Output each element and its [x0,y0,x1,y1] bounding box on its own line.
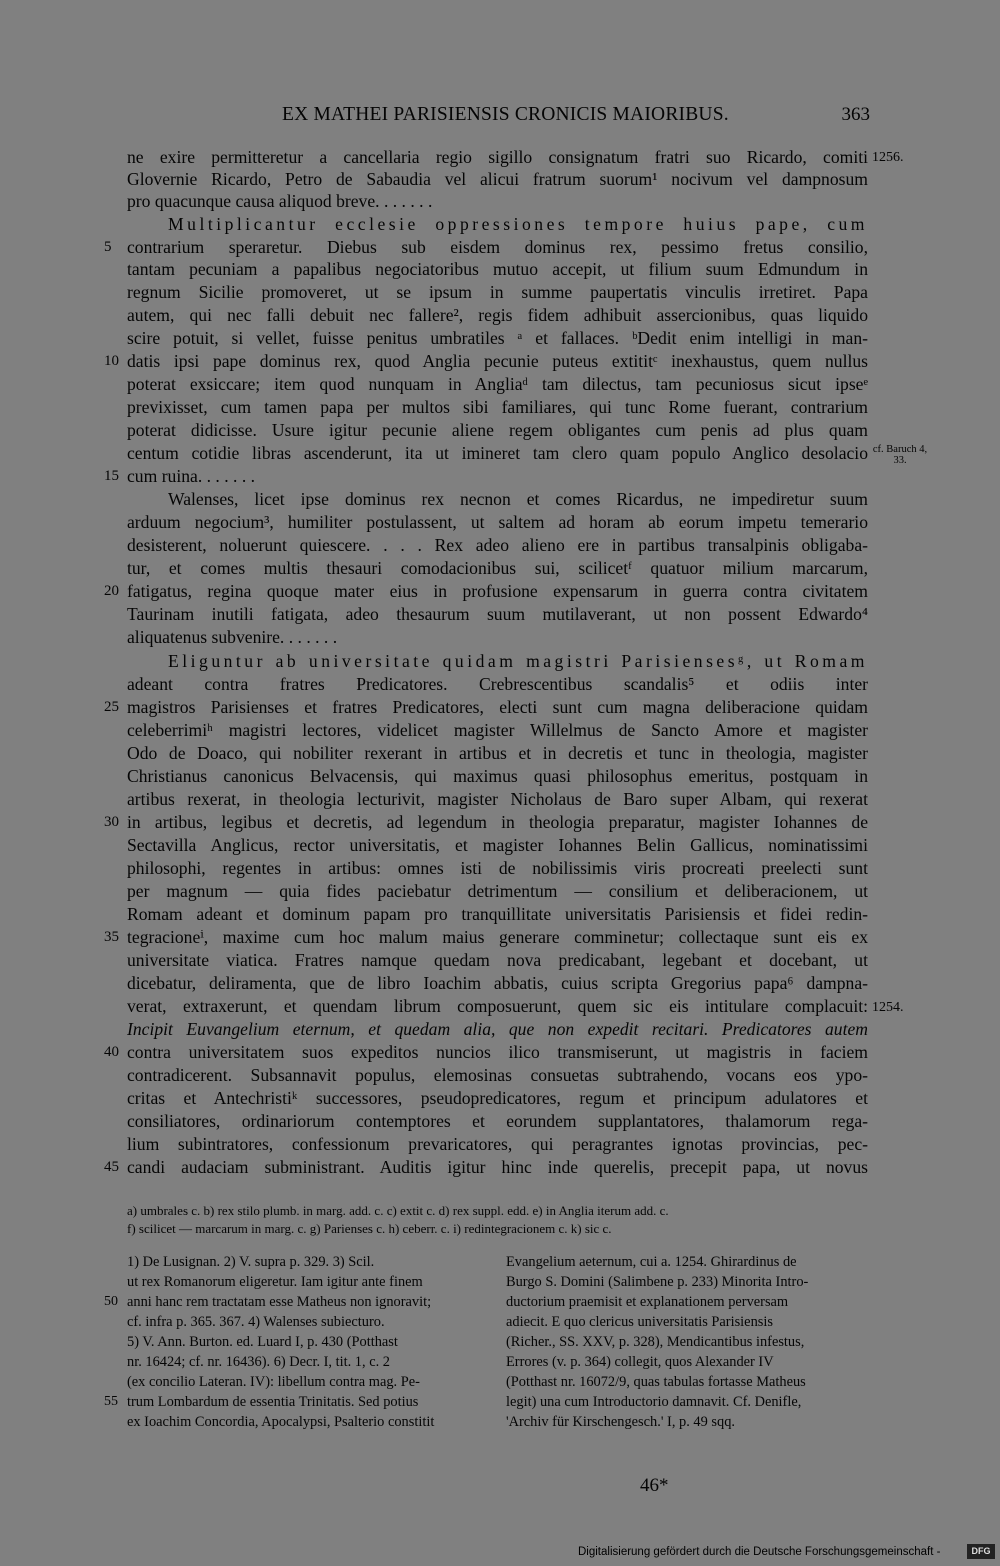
digitization-credit: Digitalisierung gefördert durch die Deutsche Forschungsgemeinschaft - [578,1546,941,1558]
body-line: critas et Antechristiᵏ successores, pseudopredicatores, regum et principum adulatores et [127,1088,868,1108]
line-number: 20 [104,583,119,599]
body-line: tantam pecuniam a papalibus negociatoribus mutuo accepit, ut filium suum Edmundum in [127,259,868,279]
dfg-logo: DFG [967,1544,995,1559]
footnote-line: legit) una cum Introductorio damnavit. Cf. Denifle, [506,1394,802,1410]
footnote-line: adiecit. E quo clericus universitatis Parisiensis [506,1314,773,1330]
body-line: celeberrimiʰ magistri lectores, videlicet magister Willelmus de Sancto Amore et magister [127,720,868,740]
body-line: contra universitatem suos expeditos nuncios ilico transmiserunt, ut magistris in faciem [127,1042,868,1062]
body-line-italic-title: Incipit Euvangelium eternum, et quedam alia, que non expedit recitari. Predicatores autem [127,1019,868,1039]
body-line: pro quacunque causa aliquod breve. . . . . . . [127,191,433,211]
body-line: artibus rexerat, in theologia lecturivit, magister Nicholaus de Baro super Albam, qui rexerat [127,789,868,809]
section-heading: Multiplicantur ecclesie oppressiones tempore huius pape, cum [168,214,868,234]
footnote-line: ut rex Romanorum eligeretur. Iam igitur ante finem [127,1274,423,1290]
body-line: universitate viatica. Fratres namque quedam nova predicabant, legebant et docebant, ut [127,950,868,970]
footnote-line: ex Ioachim Concordia, Apocalypsi, Psalterio constitit [127,1414,435,1430]
body-line: lium subintratores, confessionum prevaricatores, qui peragrantes ignotas provincias, pec- [127,1134,868,1154]
body-line: cum ruina. . . . . . . [127,466,256,486]
footnote-line: (Potthast nr. 16072/9, quas tabulas fortasse Matheus [506,1374,806,1390]
body-line: datis ipsi pape dominus rex, quod Anglia pecunie puteus extititᶜ inexhaustus, quem nullus [127,351,868,371]
line-number: 35 [104,929,119,945]
body-line: in artibus, legibus et decretis, ad legendum in theologia preparatur, magister Iohannes de [127,812,868,832]
footnote-line: (ex concilio Lateran. IV): libellum contra mag. Pe- [127,1374,420,1390]
body-line: magistros Parisienses et fratres Predicatores, electi sunt cum magna deliberacione quidam [127,697,868,717]
body-line: fatigatus, regina quoque mater eius in profusione expensarum in guerra contra civitatem [127,581,868,601]
body-line: Sectavilla Anglicus, rector universitatis, et magister Iohannes Belin Gallicus, nominatissimi [127,835,868,855]
body-line: candi audaciam subministrant. Auditis igitur hinc inde querelis, precepit papa, ut novus [127,1157,868,1177]
footnote-line: 1) De Lusignan. 2) V. supra p. 329. 3) Scil. [127,1254,375,1270]
body-line: tur, et comes multis thesauri comodacionibus sui, scilicetᶠ quatuor milium marcarum, [127,558,868,578]
line-number: 10 [104,353,119,369]
body-line: Walenses, licet ipse dominus rex necnon et comes Ricardus, ne impediretur suum [168,489,868,509]
body-line: adeant contra fratres Predicatores. Crebrescentibus scandalis⁵ et odiis inter [127,674,868,694]
footnote-line: Evangelium aeternum, cui a. 1254. Ghirardinus de [506,1254,797,1270]
footnote-line: Errores (v. p. 364) collegit, quos Alexander IV [506,1354,774,1370]
line-number: 25 [104,699,119,715]
footnote-line: Burgo S. Domini (Salimbene p. 233) Minorita Intro- [506,1274,809,1290]
critical-note-line: f) scilicet — marcarum in marg. c. g) Parienses c. h) ceberr. c. i) redintegracionem c. k) sic c. [127,1221,612,1236]
body-line: Glovernie Ricardo, Petro de Sabaudia vel alicui fratrum suorum¹ nocivum vel dampnosum [127,169,868,189]
body-line: per magnum — quia fides paciebatur detrimentum — consilium et deliberacionem, ut [127,881,868,901]
body-line: philosophi, regentes in artibus: omnes isti de nobilissimis viris procreati preelecti sunt [127,858,868,878]
footnote-line: cf. infra p. 365. 367. 4) Walenses subiecturo. [127,1314,385,1330]
page-number: 363 [841,104,870,125]
body-line: centum cotidie libras ascenderunt, ita ut imineret tam clero quam populo Anglico desolacio [127,443,868,463]
body-line: previxisset, cum tamen papa per multos sibi familiares, qui tunc Rome fuerant, contrarium [127,397,868,417]
body-line: verat, extraxerunt, et quendam librum composuerunt, quem sic eis intitulare complacuit: [127,996,868,1016]
body-line: autem, qui nec falli debuit nec fallere², regis fidem adhibuit assercionibus, quas liquido [127,305,868,325]
body-line: dicebatur, deliramenta, que de libro Ioachim abbatis, cuius scripta Gregorius papa⁶ dampna- [127,973,868,993]
footnote-line: 5) V. Ann. Burton. ed. Luard I, p. 430 (Potthast [127,1334,398,1350]
critical-note-line: a) umbrales c. b) rex stilo plumb. in marg. add. c. c) extit c. d) rex suppl. edd. e) in Anglia iterum add. c. [127,1203,669,1218]
body-line: regnum Sicilie promoveret, ut se ipsum in summe paupertatis vinculis irretiret. Papa [127,282,868,302]
footnote-line: (Richer., SS. XXV, p. 328), Mendicantibus infestus, [506,1334,805,1350]
body-line: Christianus canonicus Belvacensis, qui maximus quasi philosophus emeritus, postquam in [127,766,868,786]
body-line: aliquatenus subvenire. . . . . . . [127,627,338,647]
body-line: poterat didicisse. Usure igitur pecunie aliene regem obligantes cum penis ad plus quam [127,420,868,440]
margin-year: 1254. [872,1000,904,1015]
footnote-line: anni hanc rem tractatam esse Matheus non ignoravit; [127,1294,432,1310]
body-line: Romam adeant et dominum papam pro tranquillitate universitatis Parisiensis et fidei redin- [127,904,868,924]
signature-mark: 46* [640,1475,669,1496]
body-line: contrarium speraretur. Diebus sub eisdem dominus rex, pessimo fretus consilio, [127,237,868,257]
body-line: Odo de Doaco, qui nobiliter rexerant in artibus et in decretis et tunc in theologia, magister [127,743,868,763]
body-line: poterat exsiccare; item quod nunquam in Angliaᵈ tam dilectus, tam pecuniosus sicut ipseᵉ [127,374,868,394]
footnote-line-number: 50 [104,1294,118,1309]
body-line: Taurinam inutili fatigata, adeo thesaurum suum mutilaverant, ut non possent Edwardo⁴ [127,604,868,624]
footnote-line: ductorium praemisit et explanationem perversam [506,1294,789,1310]
section-heading: Eliguntur ab universitate quidam magistri Parisiensesᵍ, ut Romam [168,651,868,671]
running-head [230,104,870,130]
running-head-title: EX MATHEI PARISIENSIS CRONICIS MAIORIBUS. [282,104,729,125]
line-number: 40 [104,1044,119,1060]
footnote-line: nr. 16424; cf. nr. 16436). 6) Decr. I, tit. 1, c. 2 [127,1354,390,1370]
margin-year: 1256. [872,150,904,165]
body-line: desisterent, noluerunt quiescere. . . . Rex adeo alieno ere in partibus transalpinis obligaba- [127,535,868,555]
line-number: 5 [104,239,112,255]
footnote-line: 'Archiv für Kirschengesch.' I, p. 49 sqq. [506,1414,735,1430]
margin-reference: cf. Baruch 4, 33. [872,444,928,466]
footnote-line: trum Lombardum de essentia Trinitatis. Sed potius [127,1394,419,1410]
line-number: 30 [104,814,119,830]
body-line: consiliatores, ordinariorum contemptores et eorundem supplantatores, thalamorum rega- [127,1111,868,1131]
body-line: scire potuit, si vellet, fuisse penitus umbratiles ᵃ et fallaces. ᵇDedit enim intelligi in man- [127,328,868,348]
footnote-line-number: 55 [104,1394,118,1409]
body-line: tegracioneⁱ, maxime cum hoc malum maius generare comminetur; collectaque sunt eis ex [127,927,868,947]
body-line: arduum negocium³, humiliter postulassent, ut saltem ad horam ab eorum impetu temerario [127,512,868,532]
body-line: contradicerent. Subsannavit populus, elemosinas consuetas subtrahendo, vocans eos ypo- [127,1065,868,1085]
line-number: 15 [104,468,119,484]
body-line: ne exire permitteretur a cancellaria regio sigillo consignatum fratri suo Ricardo, comiti [127,147,868,167]
line-number: 45 [104,1159,119,1175]
